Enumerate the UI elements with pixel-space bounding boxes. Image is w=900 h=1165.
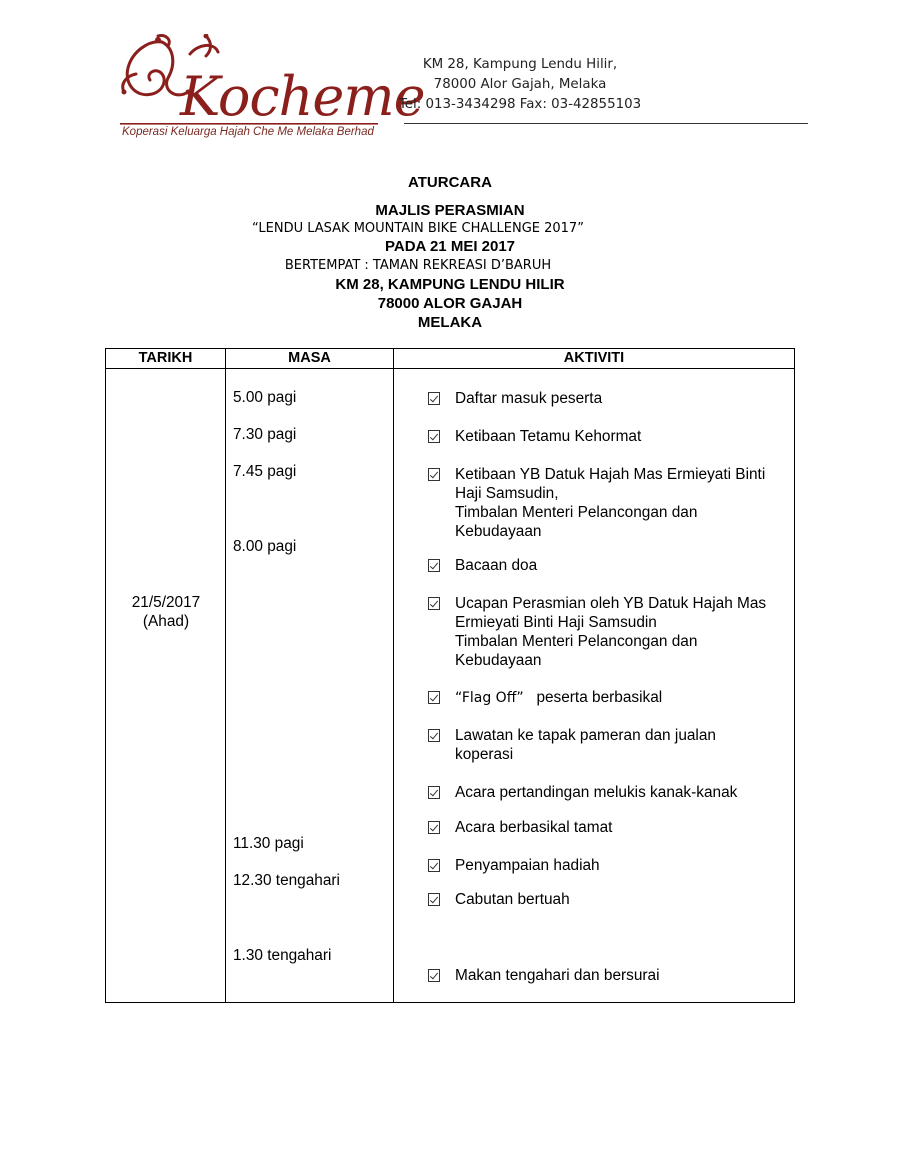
event-date: PADA 21 MEI 2017 (384, 238, 516, 255)
programme-table (105, 348, 795, 1003)
checkbox-bullet-icon (428, 430, 440, 443)
document-title: ATURCARA (408, 174, 492, 191)
activity-item: Ucapan Perasmian oleh YB Datuk Hajah Mas Ermieyati Binti Haji Samsudin Timbalan Menteri Pelancongan dan Kebudayaan (455, 595, 767, 669)
checkbox-bullet-icon (428, 786, 440, 799)
activity-item: Ketibaan YB Datuk Hajah Mas Ermieyati Binti Haji Samsudin, Timbalan Menteri Pelancongan dan Kebudayaan (455, 466, 766, 540)
checkbox-bullet-icon (428, 821, 440, 834)
event-name: “LENDU LASAK MOUNTAIN BIKE CHALLENGE 2017” (252, 221, 584, 236)
checkbox-bullet-icon (428, 893, 440, 906)
checkbox-bullet-icon (428, 468, 440, 481)
activity-item: Acara berbasikal tamat (455, 819, 613, 836)
day-value: (Ahad) (142, 613, 190, 630)
venue-line: MELAKA (417, 314, 483, 331)
logo-wordmark: Kocheme (180, 65, 425, 128)
checkbox-bullet-icon (428, 969, 440, 982)
logo-tagline: Koperasi Keluarga Hajah Che Me Melaka Berhad (122, 126, 374, 138)
checkbox-bullet-icon (428, 392, 440, 405)
activity-item: Cabutan bertuah (455, 891, 570, 908)
header-aktiviti: AKTIVITI (563, 350, 625, 366)
header-tarikh: TARIKH (138, 350, 193, 366)
checkbox-bullet-icon (428, 859, 440, 872)
activity-item: Lawatan ke tapak pameran dan jualan koperasi (455, 727, 716, 763)
venue-line: KM 28, KAMPUNG LENDU HILIR (335, 276, 565, 293)
activity-item: Acara pertandingan melukis kanak-kanak (455, 784, 738, 801)
time-cell: 1.30 tengahari (233, 947, 332, 964)
activity-item: Penyampaian hadiah (455, 857, 600, 874)
activity-item: Bacaan doa (455, 557, 538, 574)
venue-line: BERTEMPAT : TAMAN REKREASI D’BARUH (284, 258, 552, 273)
activity-item: “Flag Off” peserta berbasikal (455, 689, 663, 706)
time-cell: 12.30 tengahari (233, 872, 340, 889)
column-divider (225, 349, 226, 1002)
checkbox-bullet-icon (428, 559, 440, 572)
column-divider (393, 349, 394, 1002)
header-masa: MASA (288, 350, 331, 366)
time-cell: 8.00 pagi (233, 538, 297, 555)
address-line: KM 28, Kampung Lendu Hilir, (422, 57, 618, 72)
activity-item: Makan tengahari dan bersurai (455, 967, 660, 984)
header-row-divider (106, 368, 794, 369)
header-divider (404, 123, 808, 124)
letterhead-address (390, 55, 650, 115)
venue-line: 78000 ALOR GAJAH (377, 295, 523, 312)
checkbox-bullet-icon (428, 729, 440, 742)
time-cell: 11.30 pagi (233, 835, 304, 852)
activity-item: Daftar masuk peserta (455, 390, 603, 407)
checkbox-bullet-icon (428, 597, 440, 610)
address-line: 78000 Alor Gajah, Melaka (433, 77, 607, 92)
date-value: 21/5/2017 (131, 594, 201, 611)
event-title: MAJLIS PERASMIAN (375, 202, 525, 219)
kocheme-logo (118, 34, 425, 146)
date-cell (106, 593, 226, 631)
time-cell: 7.45 pagi (233, 463, 297, 480)
time-cell: 7.30 pagi (233, 426, 297, 443)
activity-item: Ketibaan Tetamu Kehormat (455, 428, 642, 445)
contact-line: Tel: 013-3434298 Fax: 03-42855103 (398, 97, 642, 112)
checkbox-bullet-icon (428, 691, 440, 704)
time-cell: 5.00 pagi (233, 389, 297, 406)
